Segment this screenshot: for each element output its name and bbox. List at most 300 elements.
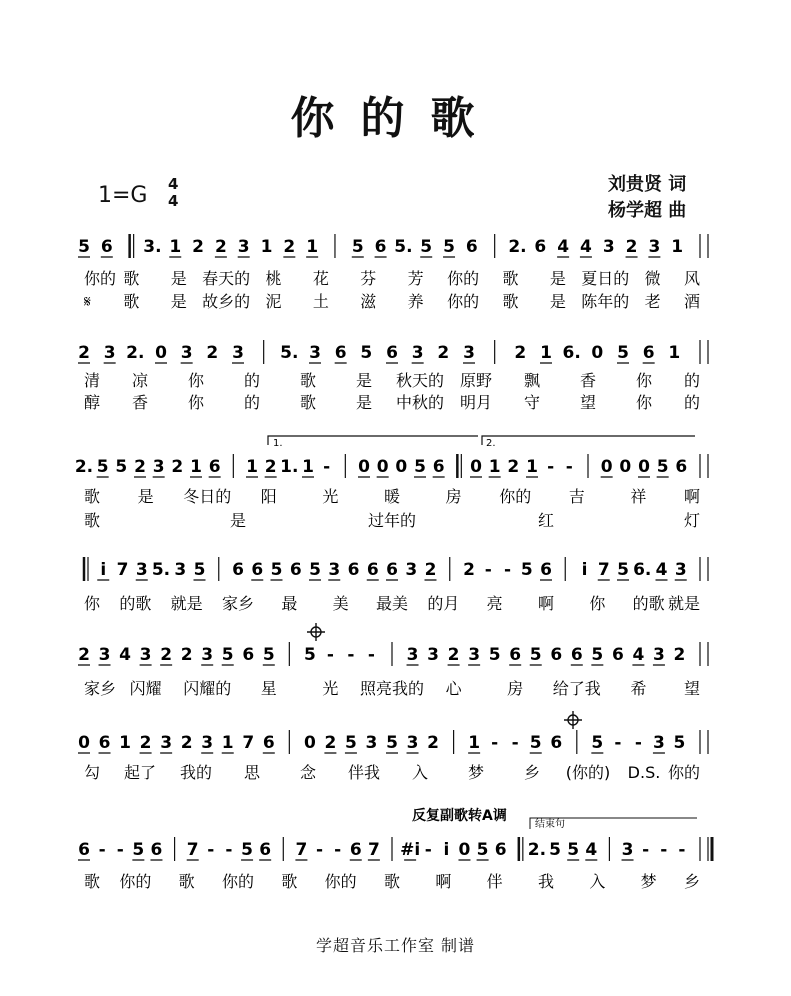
lyric-word: 你的 <box>499 487 532 506</box>
lyric-word: 我的 <box>179 763 213 782</box>
lyric-word: 红 <box>537 511 555 530</box>
note: 5 <box>386 733 398 753</box>
note: i <box>443 840 450 860</box>
lyric-word: 入 <box>589 872 606 891</box>
note: 2. <box>74 457 94 477</box>
note: 2 <box>507 457 520 477</box>
lyric-word: 香 <box>131 393 149 412</box>
note: 7 <box>186 840 199 860</box>
note: 0 <box>458 840 471 860</box>
lyric-word: 是 <box>137 487 154 506</box>
note: 0 <box>78 733 90 753</box>
lyric-word: 芳 <box>407 269 424 288</box>
lyric-word: 是 <box>549 269 566 288</box>
note: 2 <box>78 645 90 665</box>
note: - <box>225 840 233 860</box>
note: - <box>503 560 512 580</box>
note: 2 <box>134 457 146 477</box>
lyric-word: 微 <box>644 269 661 288</box>
note: 2 <box>214 237 227 257</box>
note: 6 <box>334 343 347 363</box>
lyric-word: 最 <box>281 594 298 613</box>
lyric-word: 就是 <box>170 594 203 613</box>
note: 5. <box>280 343 299 363</box>
note: 1 <box>540 343 552 363</box>
note: 3 <box>160 733 173 753</box>
lyric-word: 你的 <box>667 763 700 782</box>
note: 5 <box>617 343 629 363</box>
lyric-word: 是 <box>170 292 187 311</box>
note: - <box>484 560 492 580</box>
note: 0 <box>470 457 482 477</box>
note: - <box>642 840 650 860</box>
lyric-word: 醇 <box>84 393 101 412</box>
lyric-word: 最美 <box>375 594 409 613</box>
note: 2 <box>264 457 277 477</box>
lyric-word: 的 <box>683 371 700 390</box>
note: 2 <box>424 560 437 580</box>
lyric-word: 香 <box>579 371 597 390</box>
note: 5 <box>529 733 542 753</box>
note: 6 <box>675 457 688 477</box>
volta-1-label: 1. <box>273 438 283 449</box>
note: 5 <box>567 840 580 860</box>
note: 6 <box>534 237 547 257</box>
note: - <box>511 733 519 753</box>
note: 1 <box>306 237 319 257</box>
note: 5 <box>443 237 455 257</box>
volta-2-label: 2. <box>486 438 496 449</box>
note: 6 <box>232 560 244 580</box>
note: 5 <box>241 840 253 860</box>
note: 6. <box>562 343 581 363</box>
note: 3 <box>463 343 475 363</box>
note: 6 <box>208 457 221 477</box>
note: 3 <box>674 560 687 580</box>
lyric-word: 滋 <box>360 292 377 311</box>
lyric-word: 歌 <box>123 269 140 288</box>
note: 3 <box>98 645 111 665</box>
note: 0 <box>395 457 408 477</box>
note: 6 <box>289 560 302 580</box>
coda-annotation: 结束句 <box>535 819 565 830</box>
lyric-word: 你 <box>589 594 606 613</box>
lyric-word: 照亮我的 <box>359 679 425 698</box>
note: 2 <box>206 343 219 363</box>
note: 6 <box>465 237 478 257</box>
lyric-word: 啊 <box>435 872 452 891</box>
note: 6 <box>349 840 362 860</box>
notes-layer <box>75 234 708 861</box>
note: 3 <box>405 560 418 580</box>
note: 4 <box>585 840 598 860</box>
note: 6 <box>386 343 398 363</box>
note: 3 <box>621 840 634 860</box>
note: 1 <box>260 237 273 257</box>
note: 0 <box>638 457 650 477</box>
lyric-word: D.S. <box>627 763 661 782</box>
lyric-word: 梦 <box>640 872 657 891</box>
note: - <box>634 733 642 753</box>
lyric-word: 是 <box>549 292 566 311</box>
note: - <box>98 840 106 860</box>
lyric-word: 美 <box>332 594 349 613</box>
note: 1 <box>221 733 234 753</box>
note: 6 <box>550 733 563 753</box>
note: 0 <box>155 343 167 363</box>
note: - <box>334 840 342 860</box>
lyric-word: 的歌 <box>632 594 665 613</box>
lyric-word: 歌 <box>178 872 195 891</box>
note: - <box>547 457 555 477</box>
note: 5 <box>591 645 604 665</box>
note: 6 <box>611 645 624 665</box>
note: 1 <box>526 457 538 477</box>
song-title: 你的歌 <box>290 93 501 144</box>
note: - <box>116 840 124 860</box>
note: 0 <box>376 457 389 477</box>
note: 4 <box>655 560 668 580</box>
note: 6 <box>78 840 90 860</box>
lyric-word: 的歌 <box>119 594 152 613</box>
note: - <box>565 457 573 477</box>
note: 5 <box>549 840 561 860</box>
lyric-word: 吉 <box>568 487 585 506</box>
note: 6 <box>259 840 272 860</box>
note: 3 <box>653 645 665 665</box>
note: 3 <box>237 237 250 257</box>
note: - <box>678 840 686 860</box>
note: 6 <box>570 645 583 665</box>
note: 5 <box>96 457 109 477</box>
note: 6 <box>432 457 445 477</box>
lyric-word: 伴 <box>486 872 503 891</box>
note: 5 <box>529 645 542 665</box>
note: 3 <box>201 733 214 753</box>
note: 1. <box>280 457 299 477</box>
note: 5 <box>591 733 604 753</box>
note: 2 <box>192 237 204 257</box>
note: - <box>491 733 499 753</box>
note: 3 <box>135 560 148 580</box>
note: 3 <box>201 645 214 665</box>
lyric-word: 你的 <box>84 269 117 288</box>
note: 5 <box>193 560 206 580</box>
lyric-word: 歌 <box>84 511 101 530</box>
note: - <box>315 840 324 860</box>
lyric-word: 望 <box>579 393 597 412</box>
note: 2 <box>324 733 337 753</box>
lyric-word: 中秋的 <box>395 393 445 412</box>
time-top: 4 <box>168 175 179 193</box>
note: 2 <box>437 343 450 363</box>
lyric-word: 家乡 <box>84 679 117 698</box>
note: 1 <box>302 457 314 477</box>
note: 5 <box>270 560 283 580</box>
key-signature: 1=G <box>98 183 148 208</box>
barline <box>457 454 461 478</box>
note: 3 <box>328 560 341 580</box>
note: 5 <box>309 560 321 580</box>
lyric-word: 歌 <box>281 872 298 891</box>
lyric-word: 亮 <box>486 594 503 613</box>
note: 6 <box>540 560 552 580</box>
lyric-word: 原野 <box>459 371 493 390</box>
note: 5 <box>488 645 501 665</box>
note: 5 <box>656 457 669 477</box>
lyric-word: 土 <box>312 292 329 311</box>
lyric-word: 望 <box>683 679 700 698</box>
note: 3 <box>365 733 378 753</box>
lyric-word: 风 <box>683 269 700 288</box>
lyric-word: 思 <box>243 763 261 782</box>
lyric-word: 是 <box>355 371 373 390</box>
lyric-word: 过年的 <box>367 511 417 530</box>
lyric-word: 伴我 <box>347 763 381 782</box>
note: 6 <box>262 733 275 753</box>
note: 6 <box>509 645 522 665</box>
lyric-word: 你 <box>187 371 205 390</box>
note: 5 <box>303 645 316 665</box>
note: - <box>614 733 622 753</box>
repeat-annotation: 反复副歌转A调 <box>412 808 507 824</box>
lyric-word: 你 <box>187 393 205 412</box>
lyric-word: 闪耀的 <box>183 679 232 698</box>
note: 2 <box>673 645 686 665</box>
volta-1-bracket <box>268 436 478 445</box>
note: 2 <box>283 237 296 257</box>
note: 4 <box>557 237 570 257</box>
note: 3 <box>653 733 665 753</box>
note: 0 <box>303 733 316 753</box>
note: - <box>660 840 668 860</box>
note: 2 <box>160 645 173 665</box>
note: - <box>347 645 355 665</box>
note: 6 <box>242 645 255 665</box>
lyric-word: 念 <box>299 763 317 782</box>
lyric-word: 冬日的 <box>183 487 232 506</box>
lyric-word: 你 <box>635 371 653 390</box>
lyric-word: 是 <box>355 393 373 412</box>
note: 3 <box>406 645 419 665</box>
lyric-word: 给了我 <box>552 679 601 698</box>
lyric-word: 酒 <box>683 292 700 311</box>
lyric-word: 乡 <box>683 872 700 891</box>
lyric-word: 阳 <box>260 487 277 506</box>
lyric-word: 希 <box>630 679 647 698</box>
lyric-word: 春天的 <box>202 269 251 288</box>
note: 2 <box>139 733 152 753</box>
lyric-word: 凉 <box>131 371 149 390</box>
lyric-word: 房 <box>507 679 524 698</box>
note: - <box>326 645 334 665</box>
note: 2 <box>180 733 193 753</box>
note: 7 <box>295 840 308 860</box>
note: 7 <box>367 840 380 860</box>
lyric-word: 起了 <box>123 763 157 782</box>
barline <box>519 837 523 861</box>
note: 5. <box>151 560 171 580</box>
lyric-word: 夏日的 <box>581 269 630 288</box>
lyric-word: 守 <box>523 393 541 412</box>
note: 1 <box>488 457 501 477</box>
lyric-word: 歌 <box>502 292 519 311</box>
lyric-word: 的月 <box>427 594 460 613</box>
lyric-word: 歌 <box>502 269 519 288</box>
note: 5 <box>617 560 629 580</box>
note: 5. <box>394 237 413 257</box>
note: 5 <box>351 237 364 257</box>
note: 6 <box>494 840 507 860</box>
note: 1 <box>169 237 182 257</box>
note: 2 <box>625 237 638 257</box>
note: 2. <box>508 237 527 257</box>
note: 5 <box>221 645 234 665</box>
note: 0 <box>619 457 632 477</box>
note: 3 <box>427 645 439 665</box>
lyric-word: 是 <box>170 269 187 288</box>
lyric-word: 泥 <box>265 292 282 311</box>
note: 4 <box>580 237 592 257</box>
lyric-word: 你的 <box>221 872 255 891</box>
barline <box>84 557 88 581</box>
note: 1 <box>668 343 681 363</box>
lyric-word: 啊 <box>537 594 555 613</box>
lyric-word: 歌 <box>84 487 101 506</box>
note: 6 <box>642 343 655 363</box>
note: 2 <box>171 457 184 477</box>
lyric-word: 明月 <box>459 393 493 412</box>
lyric-word: 清 <box>84 371 101 390</box>
lyric-word: 芬 <box>360 269 377 288</box>
note: 3 <box>152 457 165 477</box>
note: 5 <box>360 343 373 363</box>
note: 7 <box>597 560 610 580</box>
note: 1 <box>119 733 131 753</box>
lyric-word: 你 <box>84 594 101 613</box>
lyric-word: 乡 <box>523 763 541 782</box>
note: 3 <box>406 733 419 753</box>
note: 5 <box>673 733 686 753</box>
note: 2 <box>514 343 527 363</box>
note: 5 <box>345 733 357 753</box>
lyric-word: 闪耀 <box>129 679 162 698</box>
note: 5 <box>520 560 533 580</box>
note: 5 <box>414 457 426 477</box>
lyric-word: 暖 <box>383 487 401 506</box>
note: 6 <box>386 560 398 580</box>
lyric-word: (你的) <box>565 763 611 782</box>
note: 5 <box>420 237 433 257</box>
note: i <box>100 560 107 580</box>
note: 3 <box>232 343 244 363</box>
note: 3 <box>602 237 615 257</box>
note: - <box>323 457 331 477</box>
lyric-word: 歌 <box>84 872 101 891</box>
lyric-word: 养 <box>407 292 424 311</box>
lyric-word: 秋天的 <box>395 371 445 390</box>
note: 5 <box>262 645 275 665</box>
note: 5 <box>476 840 489 860</box>
note: 6 <box>366 560 379 580</box>
note: 4 <box>632 645 645 665</box>
lyric-word: 灯 <box>683 511 700 530</box>
lyric-word: 歌 <box>383 872 401 891</box>
coda-sign-icon <box>564 711 582 729</box>
note: - <box>424 840 432 860</box>
lyric-word: 家乡 <box>221 594 255 613</box>
lyric-word: 你的 <box>447 269 480 288</box>
note: 5 <box>78 237 90 257</box>
note: 3 <box>139 645 152 665</box>
note: 1 <box>671 237 684 257</box>
note: 3 <box>411 343 424 363</box>
note: 3 <box>180 343 193 363</box>
note: 2 <box>427 733 439 753</box>
note: 1 <box>190 457 202 477</box>
note: i <box>581 560 588 580</box>
note: 3 <box>174 560 187 580</box>
note: 2. <box>527 840 547 860</box>
lyric-word: 歌 <box>299 371 317 390</box>
note: 2. <box>126 343 145 363</box>
note: 2 <box>447 645 460 665</box>
lyric-word: 歌 <box>299 393 317 412</box>
lyric-word: 歌 <box>123 292 140 311</box>
lyric-word: 心 <box>445 679 462 698</box>
lyric-word: 飘 <box>523 371 541 390</box>
note: #i <box>400 840 421 860</box>
note: 0 <box>591 343 604 363</box>
note: 6 <box>100 237 113 257</box>
note: 1 <box>246 457 258 477</box>
note: 7 <box>242 733 255 753</box>
lyric-word: 𝄋 <box>84 292 91 311</box>
lyric-word: 我 <box>537 872 555 891</box>
note: 3 <box>309 343 321 363</box>
lyric-word: 你 <box>635 393 653 412</box>
note: 6 <box>251 560 264 580</box>
lyric-word: 是 <box>229 511 247 530</box>
volta-2-bracket <box>482 436 695 445</box>
note: 4 <box>119 645 131 665</box>
note: 6. <box>633 560 652 580</box>
note: 2 <box>78 343 90 363</box>
note: 6 <box>98 733 111 753</box>
note: 6 <box>150 840 163 860</box>
note: 0 <box>358 457 370 477</box>
lyric-word: 的 <box>683 393 700 412</box>
lyric-word: 故乡的 <box>202 292 251 311</box>
lyric-word: 你的 <box>324 872 357 891</box>
lyric-word: 就是 <box>667 594 700 613</box>
lyric-word: 花 <box>312 269 329 288</box>
lyric-word: 光 <box>322 679 339 698</box>
note: 7 <box>116 560 129 580</box>
lyric-word: 的 <box>243 393 261 412</box>
note: 2 <box>463 560 475 580</box>
note: 2 <box>180 645 193 665</box>
composer-credit: 杨学超 曲 <box>608 200 687 221</box>
note: - <box>207 840 215 860</box>
lyric-word: 陈年的 <box>581 292 630 311</box>
note: 6 <box>374 237 387 257</box>
lyric-word: 你的 <box>119 872 152 891</box>
lyric-word: 勾 <box>84 763 101 782</box>
note: 5 <box>115 457 128 477</box>
lyric-word: 你的 <box>447 292 480 311</box>
lyric-word: 光 <box>322 487 339 506</box>
